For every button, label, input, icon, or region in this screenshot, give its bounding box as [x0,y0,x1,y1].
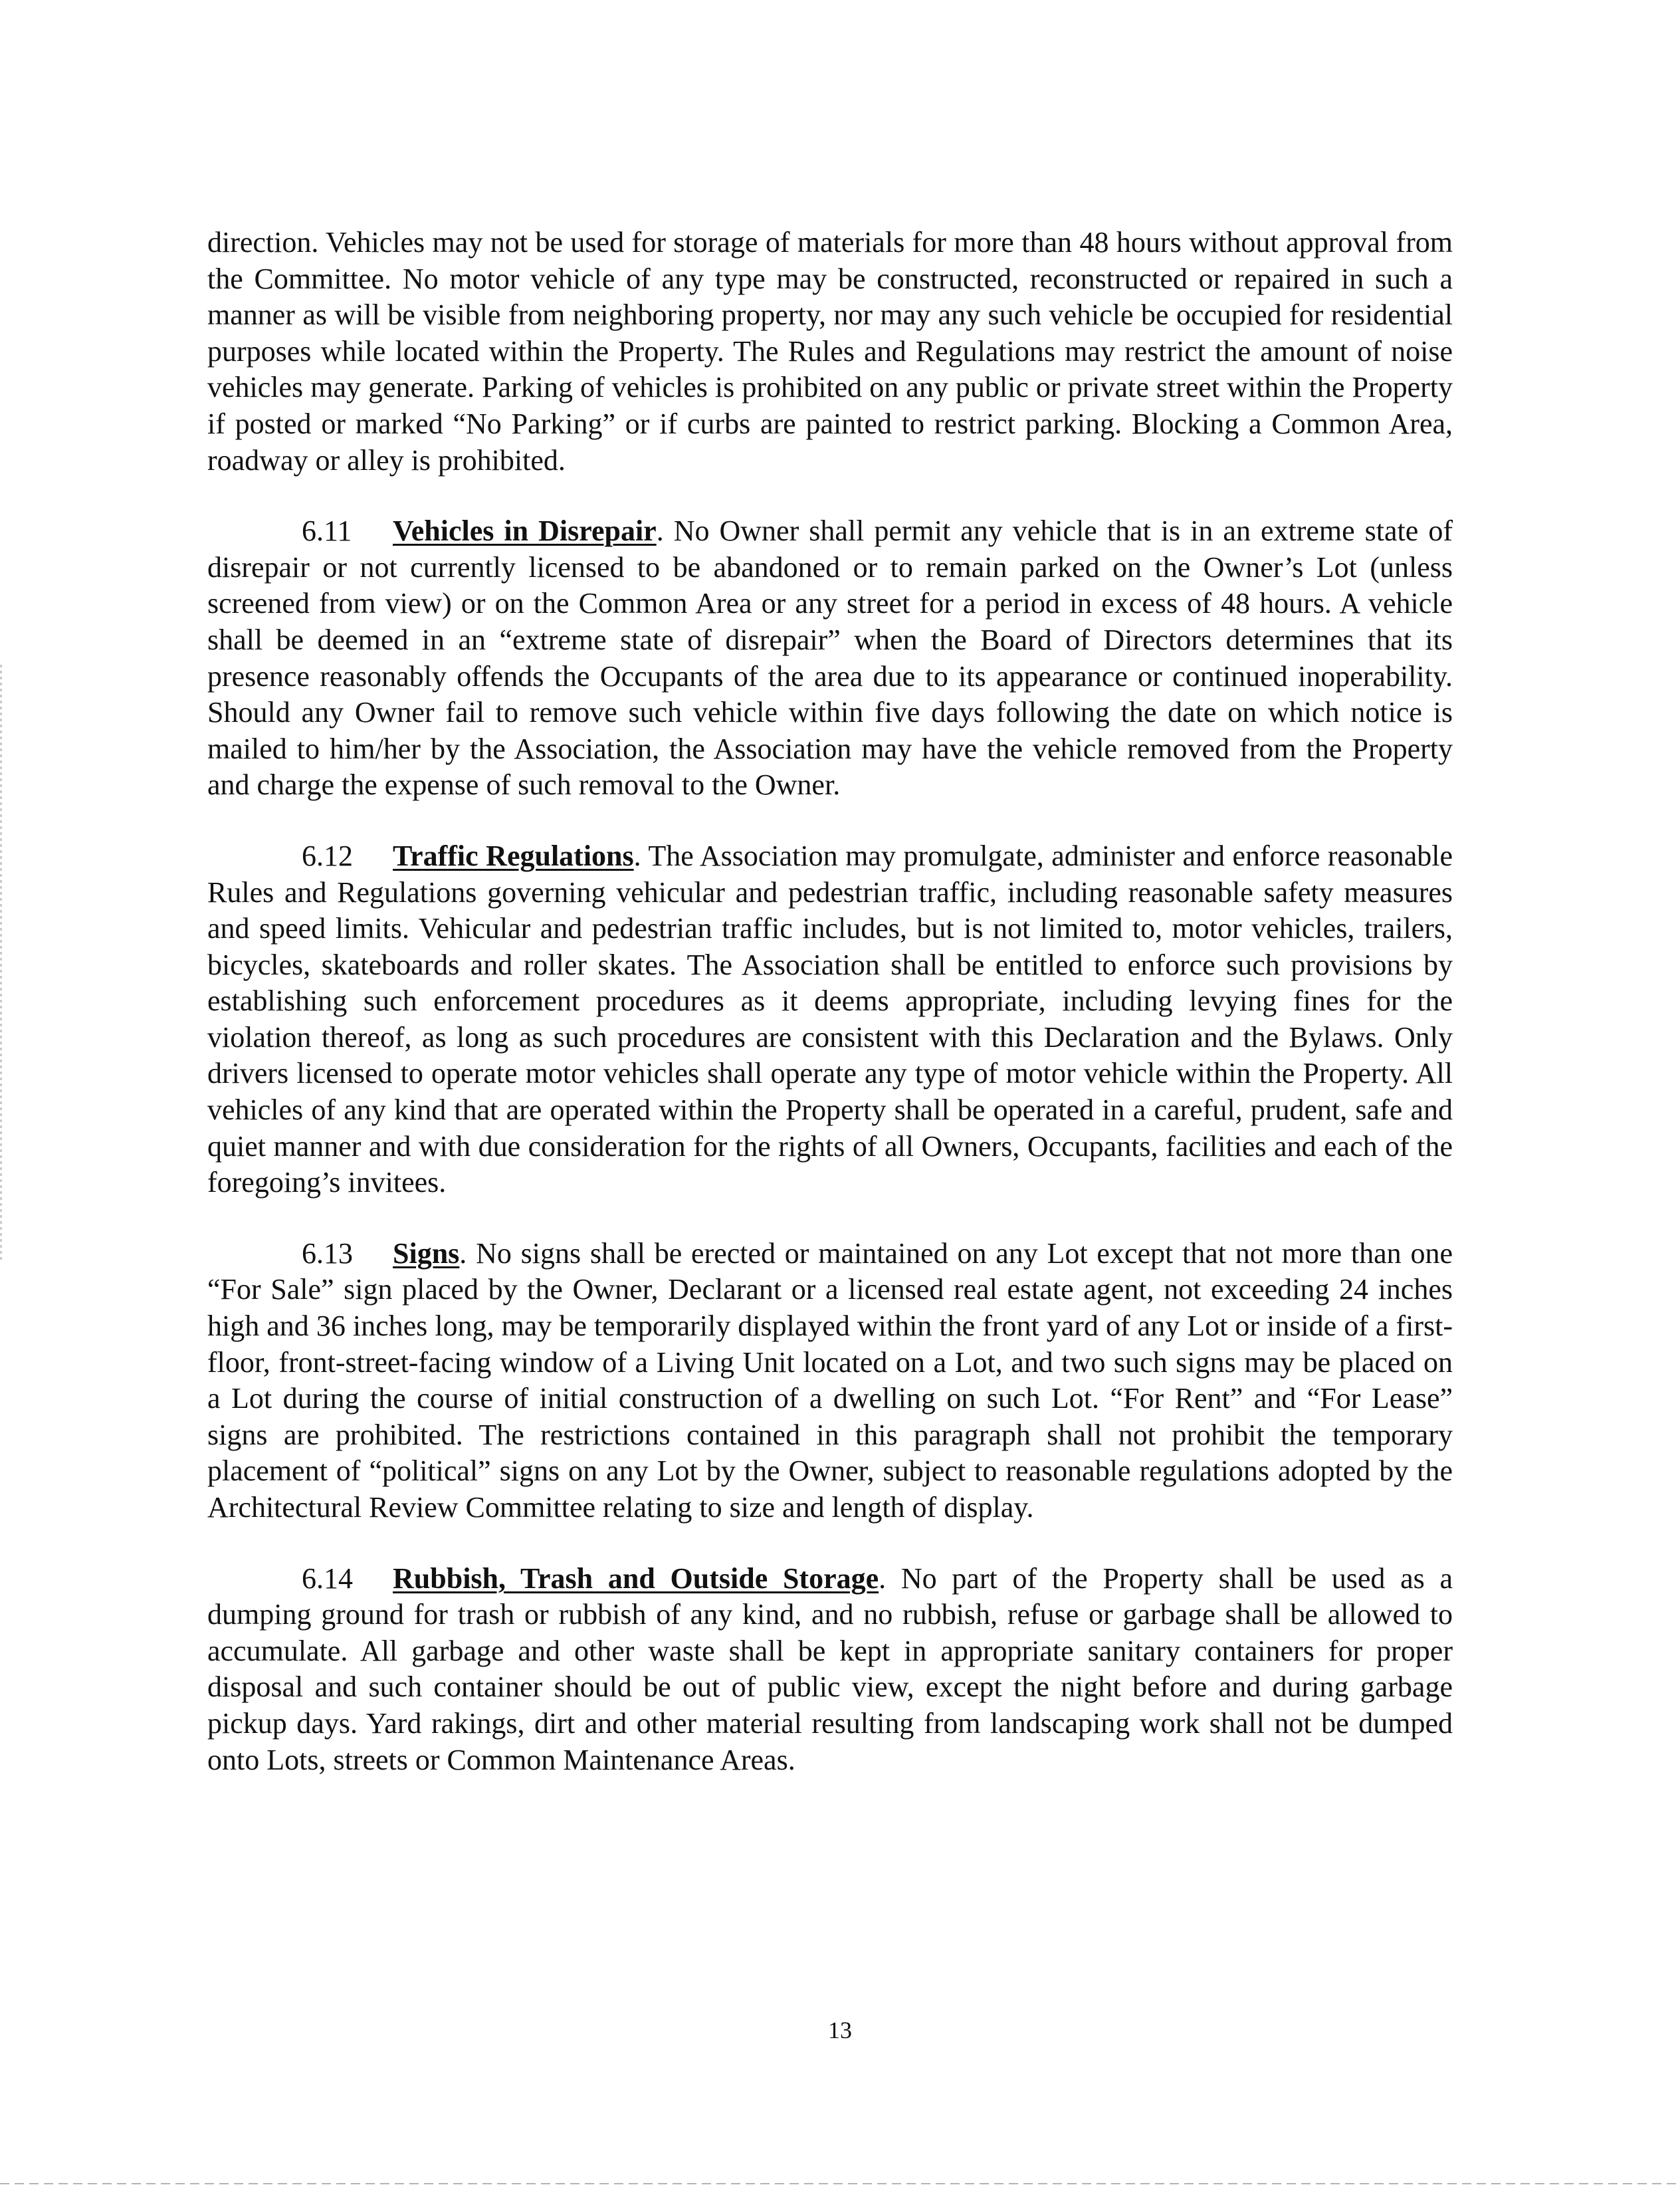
section-text: . The Association may promulgate, administer and enforce reasonable Rules and Regulations governing vehicular and pedestrian traffic, including reasonable safety measures and speed limits. Vehicular and pedestrian traffic includes, but is not limited to, motor vehicles, trailers, bicycles, skateboards and roller skates. The Association shall be entitled to enforce such provisions by establishing such enforcement procedures as it deems appropriate, including levying fines for the violation thereof, as long as such procedures are consistent with this Declaration and the Bylaws. Only drivers licensed to operate motor vehicles shall operate any type of motor vehicle within the Property. All vehicles of any kind that are operated within the Property shall be operated in a careful, prudent, safe and quiet manner and with due consideration for the rights of all Owners, Occupants, facilities and each of the foregoing’s invitees. [207,839,1453,1199]
section-text: . No Owner shall permit any vehicle that is in an extreme state of disrepair or not currently licensed to be abandoned or to remain parked on the Owner’s Lot (unless screened from view) or on the Common Area or any street for a period in excess of 48 hours. A vehicle shall be deemed in an “extreme state of disrepair” when the Board of Directors determines that its presence reasonably offends the Occupants of the area due to its appearance or continued inoperability. Should any Owner fail to remove such vehicle within five days following the date on which notice is mailed to him/her by the Association, the Association may have the vehicle removed from the Property and charge the expense of such removal to the Owner. [207,515,1453,802]
section-6-11 [207,513,1453,804]
section-text: . No part of the Property shall be used as a dumping ground for trash or rubbish of any kind, and no rubbish, refuse or garbage shall be allowed to accumulate. All garbage and other waste shall be kept in appropriate sanitary containers for proper disposal and such container should be out of public view, except the night before and during garbage pickup days. Yard rakings, dirt and other material resulting from landscaping work shall not be dumped onto Lots, streets or Common Maintenance Areas. [207,1561,1453,1776]
section-number: 6.14 [302,1561,353,1595]
scan-left-edge-marks [0,665,2,1263]
section-heading: Vehicles in Disrepair [393,515,657,548]
section-text: . No signs shall be erected or maintained on any Lot except that not more than one “For Sale” sign placed by the Owner, Declarant or a licensed real estate agent, not exceeding 24 inches high and 36 inches long, may be temporarily displayed within the front yard of any Lot or inside of a first-floor, front-street-facing window of a Living Unit located on a Lot, and two such signs may be placed on a Lot during the course of initial construction of a dwelling on such Lot. “For Rent” and “For Lease” signs are prohibited. The restrictions contained in this paragraph shall not prohibit the temporary placement of “political” signs on any Lot by the Owner, subject to reasonable regulations adopted by the Architectural Review Committee relating to size and length of display. [207,1236,1453,1524]
document-body [207,225,1453,1813]
section-number: 6.13 [302,1236,353,1270]
section-6-12 [207,838,1453,1201]
section-6-13 [207,1236,1453,1526]
page-number: 13 [828,2017,852,2043]
section-heading: Traffic Regulations [393,839,634,872]
section-number: 6.12 [302,839,353,872]
section-number: 6.11 [302,515,352,548]
section-heading: Signs [393,1236,460,1270]
scan-bottom-edge-marks [0,2183,1680,2184]
opening-paragraph: direction. Vehicles may not be used for storage of materials for more than 48 hours without approval from the Committee. No motor vehicle of any type may be constructed, reconstructed or repaired in such a manner as will be visible from neighboring property, nor may any such vehicle be occupied for residential purposes while located within the Property. The Rules and Regulations may restrict the amount of noise vehicles may generate. Parking of vehicles is prohibited on any public or private street within the Property if posted or marked “No Parking” or if curbs are painted to restrict parking. Blocking a Common Area, roadway or alley is prohibited. [207,226,1453,477]
section-6-14 [207,1561,1453,1779]
section-heading: Rubbish, Trash and Outside Storage [393,1561,879,1595]
